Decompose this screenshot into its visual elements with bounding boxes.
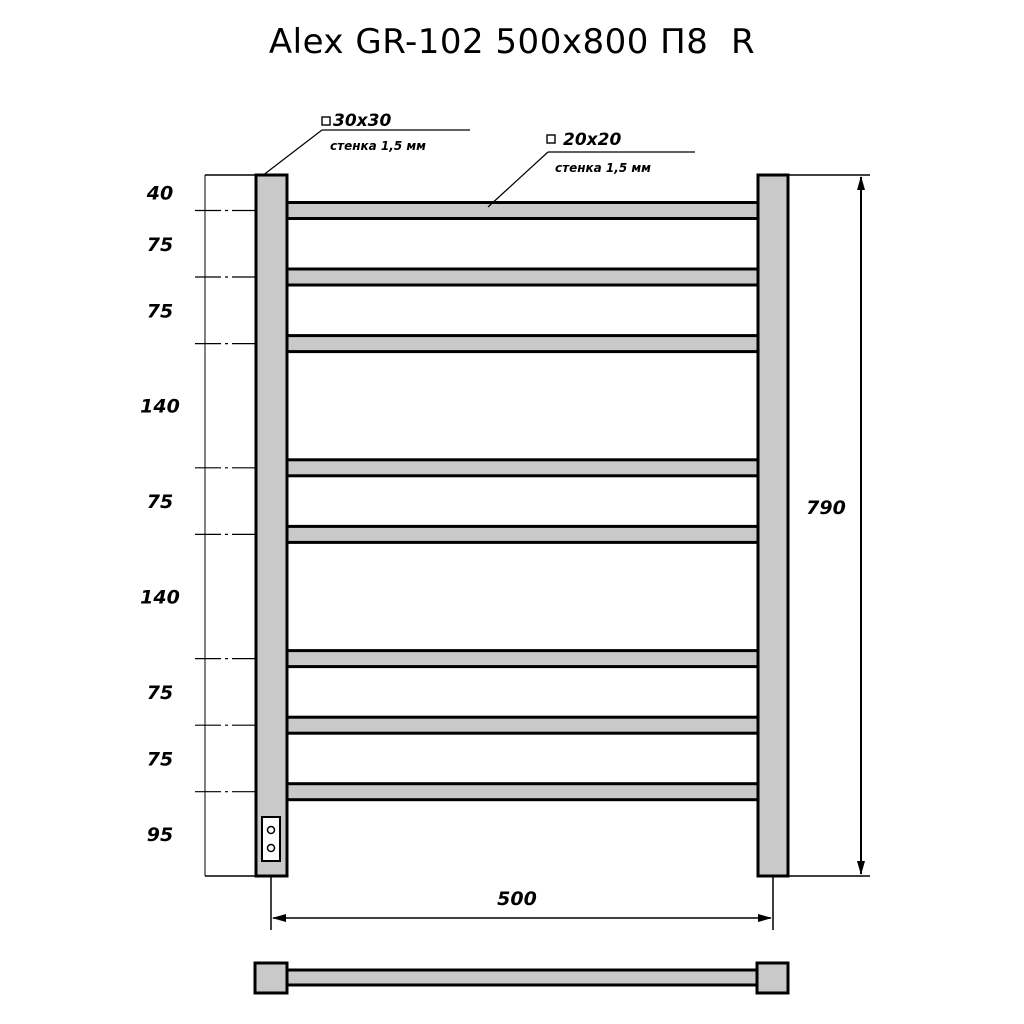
horizontal-bar <box>287 203 758 219</box>
spacing-label: 95 <box>146 823 174 846</box>
bar-profile-label: 20x20 <box>563 130 622 150</box>
spacing-labels <box>140 183 180 846</box>
spacing-label: 140 <box>140 395 180 418</box>
spacing-label: 75 <box>146 748 174 771</box>
post-profile-label: 30x30 <box>333 111 392 131</box>
bar-wall-label: стенка 1,5 мм <box>555 161 651 175</box>
spacing-label: 75 <box>146 233 174 256</box>
horizontal-bar <box>287 336 758 352</box>
bar-callout-leader <box>488 152 548 207</box>
spacing-label: 75 <box>146 300 174 323</box>
spacing-label: 75 <box>146 491 174 514</box>
horizontal-bar <box>287 460 758 476</box>
left-post <box>256 175 287 876</box>
square-profile-icon <box>322 117 330 125</box>
width-label: 500 <box>497 888 537 910</box>
spacing-label: 140 <box>140 586 180 609</box>
total-height-label: 790 <box>806 497 846 519</box>
horizontal-bar <box>287 526 758 542</box>
spacing-label: 75 <box>146 681 174 704</box>
top-view-bar <box>287 970 757 985</box>
diagram-title: Alex GR-102 500x800 П8 R <box>268 22 756 62</box>
post-wall-label: стенка 1,5 мм <box>330 139 426 153</box>
horizontal-bar <box>287 269 758 285</box>
right-post <box>758 175 788 876</box>
square-profile-icon <box>547 135 555 143</box>
horizontal-bars <box>287 203 758 800</box>
post-callout-leader <box>262 130 322 176</box>
connector-box <box>262 817 280 861</box>
horizontal-bar <box>287 784 758 800</box>
horizontal-bar <box>287 717 758 733</box>
horizontal-bar <box>287 651 758 667</box>
spacing-label: 40 <box>146 182 174 205</box>
top-view-left-post <box>255 963 287 993</box>
top-view-right-post <box>757 963 788 993</box>
